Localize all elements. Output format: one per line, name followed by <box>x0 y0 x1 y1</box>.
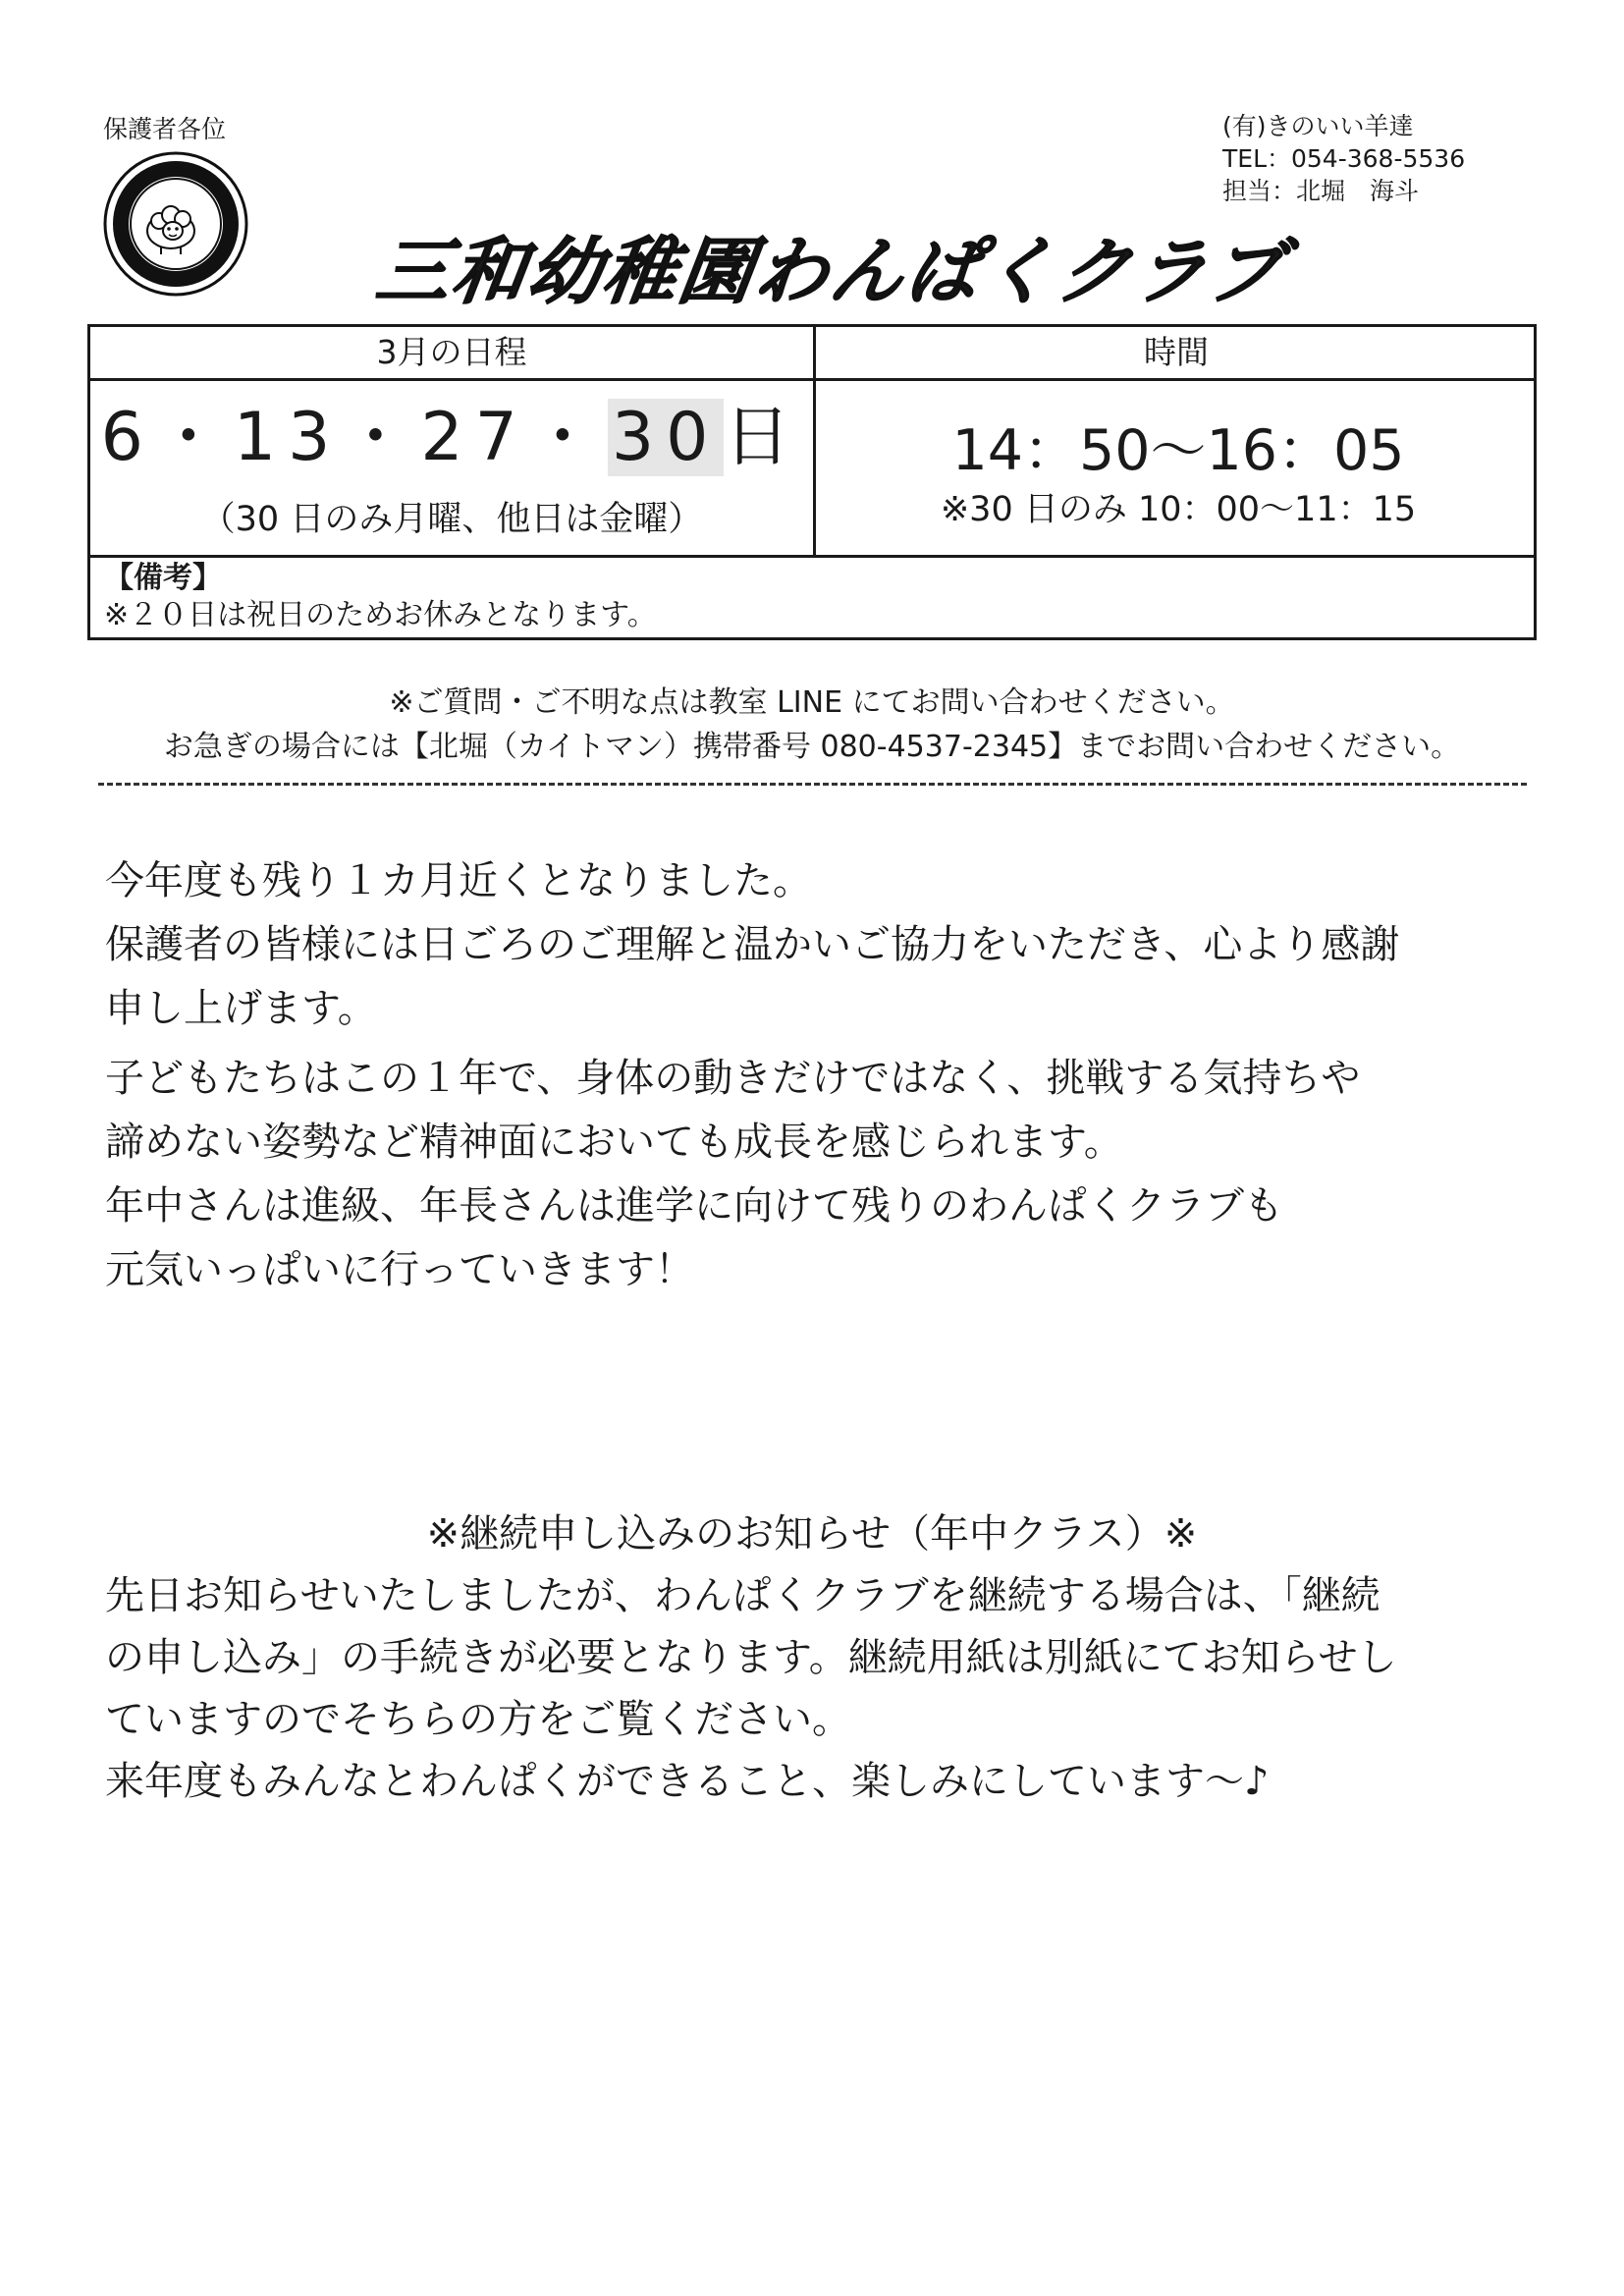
schedule-time: 14：50〜16：05 <box>951 418 1405 483</box>
schedule-dates <box>90 384 813 479</box>
time-note: ※30 日のみ 10：00〜11：15 <box>940 490 1417 529</box>
dates-suffix: 日 <box>724 399 803 476</box>
paragraph-growth <box>105 1047 1360 1302</box>
remarks-header: 【備考】 <box>104 561 222 595</box>
text-line: 来年度もみんなとわんぱくができること、楽しみにしています〜♪ <box>105 1759 1270 1804</box>
highlighted-date: 30 <box>608 399 725 476</box>
paragraph-continuation <box>105 1565 1397 1813</box>
contact-line-2: お急ぎの場合には【北堀（カイトマン）携帯番号 080-4537-2345】までお問い合わせください。 <box>163 730 1461 764</box>
company-name: (有)きのいい羊達 <box>1222 112 1414 140</box>
text-line: 今年度も残り１カ月近くとなりました。 <box>105 858 812 903</box>
page-title: 三和幼稚園わんぱくクラブ <box>371 230 1291 314</box>
sheep-logo-icon <box>102 150 249 298</box>
text-line: 諦めない姿勢など精神面においても成長を感じられます。 <box>105 1120 1123 1165</box>
company-phone: TEL：054-368-5536 <box>1222 144 1466 173</box>
addressee: 保護者各位 <box>103 115 227 143</box>
text-line: 申し上げます。 <box>105 986 377 1031</box>
text-line: 保護者の皆様には日ごろのご理解と温かいご協力をいただき、心より感謝 <box>105 922 1400 967</box>
dates-main: 6・13・27・ <box>100 399 608 476</box>
time-header: 時間 <box>1144 333 1209 371</box>
text-line: 年中さんは進級、年長さんは進学に向けて残りのわんぱくクラブも <box>105 1183 1283 1229</box>
text-line: 子どもたちはこの１年で、身体の動きだけではなく、挑戦する気持ちや <box>105 1056 1361 1101</box>
text-line: ていますのでそちらの方をご覧ください。 <box>105 1697 851 1742</box>
paragraph-greeting <box>105 849 1399 1041</box>
dashed-divider <box>98 783 1527 786</box>
contact-line-1: ※ご質問・ご不明な点は教室 LINE にてお問い合わせください。 <box>389 685 1235 720</box>
text-line: の申し込み」の手続きが必要となります。継続用紙は別紙にてお知らせし <box>105 1635 1397 1680</box>
notice-title: ※継続申し込みのお知らせ（年中クラス）※ <box>426 1511 1198 1557</box>
company-info <box>1222 110 1465 207</box>
text-line: 元気いっぱいに行っていきます！ <box>105 1247 694 1292</box>
dates-note: （30 日のみ月曜、他日は金曜） <box>200 500 703 539</box>
text-line: 先日お知らせいたしましたが、わんぱくクラブを継続する場合は、「継続 <box>105 1573 1380 1618</box>
dates-header: 3月の日程 <box>376 333 527 371</box>
remarks-body: ※２０日は祝日のためお休みとなります。 <box>104 598 657 632</box>
schedule-table <box>87 324 1537 640</box>
company-contact-person: 担当：北堀 海斗 <box>1222 177 1420 205</box>
